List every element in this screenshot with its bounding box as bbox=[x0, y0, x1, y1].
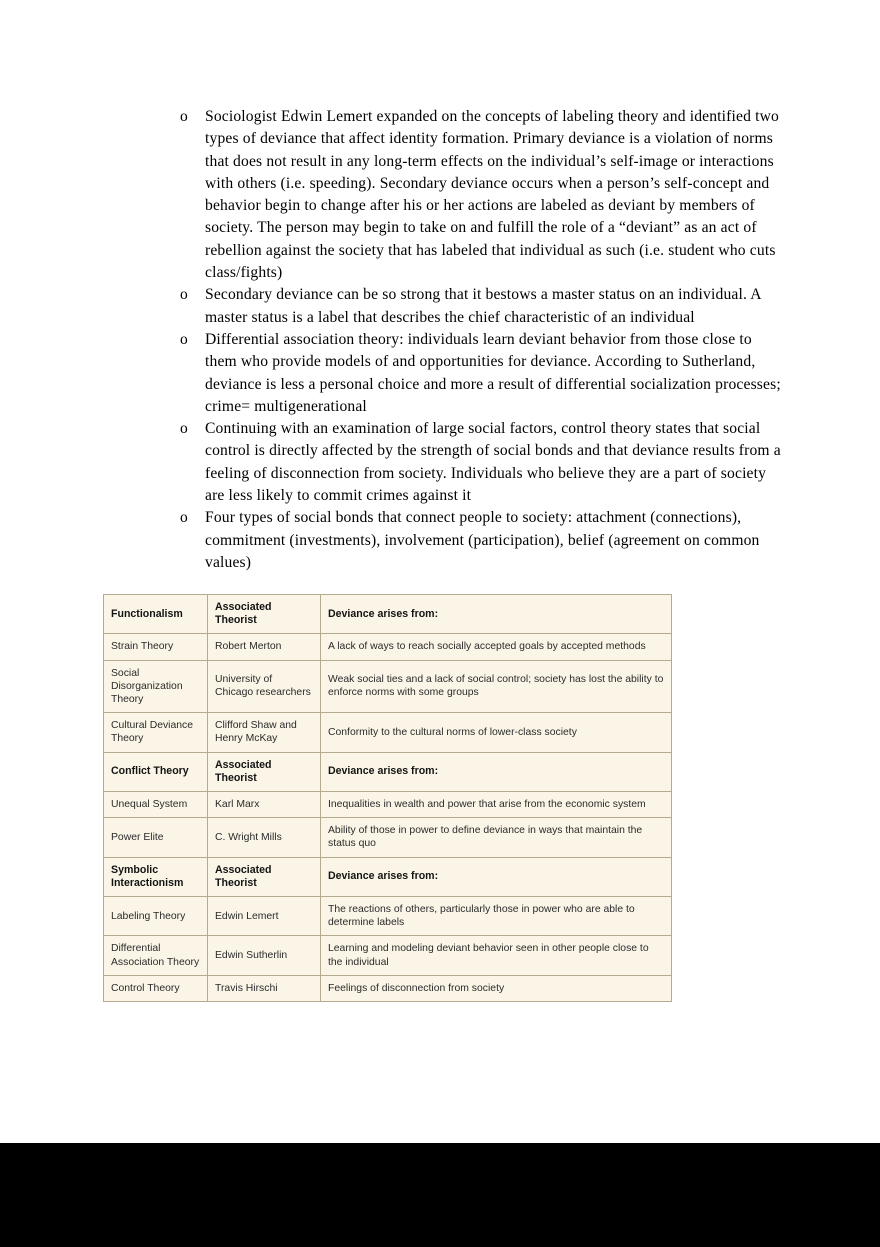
table-row bbox=[104, 975, 672, 1001]
theory-name-cell: Conflict Theory bbox=[104, 752, 208, 791]
deviance-source-cell: Learning and modeling deviant behavior seen in other people close to the individual bbox=[321, 936, 672, 975]
deviance-source-cell: Deviance arises from: bbox=[321, 595, 672, 634]
table-section-header-row bbox=[104, 752, 672, 791]
table-row bbox=[104, 660, 672, 713]
associated-theorist-cell: Associated Theorist bbox=[208, 857, 321, 896]
bullet-item bbox=[178, 329, 784, 418]
associated-theorist-cell: C. Wright Mills bbox=[208, 818, 321, 857]
notes-bullet-list bbox=[178, 106, 784, 574]
table-row bbox=[104, 634, 672, 660]
associated-theorist-cell: Associated Theorist bbox=[208, 752, 321, 791]
deviance-theory-table bbox=[103, 594, 672, 1002]
deviance-source-cell: Weak social ties and a lack of social control; society has lost the ability to enforce norms with some groups bbox=[321, 660, 672, 713]
table-section-header-row bbox=[104, 595, 672, 634]
bullet-item bbox=[178, 507, 784, 574]
deviance-theory-table-container bbox=[103, 594, 671, 1002]
deviance-source-cell: Deviance arises from: bbox=[321, 752, 672, 791]
deviance-source-cell: Inequalities in wealth and power that arise from the economic system bbox=[321, 792, 672, 818]
bullet-item-text: Secondary deviance can be so strong that it bestows a master status on an individual. A master status is a label that describes the chief characteristic of an individual bbox=[205, 286, 761, 326]
associated-theorist-cell: Edwin Sutherlin bbox=[208, 936, 321, 975]
associated-theorist-cell: Edwin Lemert bbox=[208, 897, 321, 936]
associated-theorist-cell: University of Chicago researchers bbox=[208, 660, 321, 713]
bullet-marker-icon: o bbox=[180, 509, 188, 527]
bullet-marker-icon: o bbox=[180, 330, 188, 348]
bullet-item bbox=[178, 418, 784, 507]
theory-name-cell: Labeling Theory bbox=[104, 897, 208, 936]
theory-name-cell: Control Theory bbox=[104, 975, 208, 1001]
theory-table-body bbox=[104, 595, 672, 1002]
bullet-item-text: Differential association theory: individuals learn deviant behavior from those close to them who provide models of and opportunities for deviance. According to Sutherland, deviance is less a personal choice and more a result of differential socialization processes; crime= multigenerational bbox=[205, 330, 781, 415]
deviance-source-cell: Feelings of disconnection from society bbox=[321, 975, 672, 1001]
deviance-source-cell: The reactions of others, particularly those in power who are able to determine labels bbox=[321, 897, 672, 936]
bullet-item-text: Four types of social bonds that connect people to society: attachment (connections), commitment (investments), involvement (participation), belief (agreement on common values) bbox=[205, 509, 760, 571]
associated-theorist-cell: Travis Hirschi bbox=[208, 975, 321, 1001]
theory-name-cell: Differential Association Theory bbox=[104, 936, 208, 975]
bullet-marker-icon: o bbox=[180, 420, 188, 438]
bullet-marker-icon: o bbox=[180, 108, 188, 125]
deviance-source-cell: A lack of ways to reach socially accepted goals by accepted methods bbox=[321, 634, 672, 660]
theory-name-cell: Functionalism bbox=[104, 595, 208, 634]
associated-theorist-cell: Clifford Shaw and Henry McKay bbox=[208, 713, 321, 752]
table-row bbox=[104, 713, 672, 752]
deviance-source-cell: Ability of those in power to define deviance in ways that maintain the status quo bbox=[321, 818, 672, 857]
bullet-item bbox=[178, 106, 784, 284]
theory-name-cell: Cultural Deviance Theory bbox=[104, 713, 208, 752]
theory-name-cell: Social Disorganization Theory bbox=[104, 660, 208, 713]
table-row bbox=[104, 897, 672, 936]
theory-name-cell: Power Elite bbox=[104, 818, 208, 857]
table-row bbox=[104, 936, 672, 975]
table-section-header-row bbox=[104, 857, 672, 896]
associated-theorist-cell: Robert Merton bbox=[208, 634, 321, 660]
theory-name-cell: Strain Theory bbox=[104, 634, 208, 660]
deviance-source-cell: Conformity to the cultural norms of lower-class society bbox=[321, 713, 672, 752]
associated-theorist-cell: Associated Theorist bbox=[208, 595, 321, 634]
associated-theorist-cell: Karl Marx bbox=[208, 792, 321, 818]
table-row bbox=[104, 818, 672, 857]
bullet-item-text: Sociologist Edwin Lemert expanded on the concepts of labeling theory and identified two types of deviance that affect identity formation. Primary deviance is a violation of norms that does not result in any long-term effects on the individual’s self-image or interactions with others (i.e. speeding). Secondary deviance occurs when a person’s self-concept and behavior begin to change after his or her actions are labeled as deviant by members of society. The person may begin to take on and fulfill the role of a “deviant” as an act of rebellion against the society that has labeled that individual as such (i.e. student who cuts class/fights) bbox=[205, 108, 779, 282]
bullet-marker-icon: o bbox=[180, 286, 188, 304]
bullet-item bbox=[178, 284, 784, 329]
theory-name-cell: Unequal System bbox=[104, 792, 208, 818]
deviance-source-cell: Deviance arises from: bbox=[321, 857, 672, 896]
table-row bbox=[104, 792, 672, 818]
theory-name-cell: Symbolic Interactionism bbox=[104, 857, 208, 896]
page-bottom-black-bar bbox=[0, 1143, 880, 1247]
bullet-item-text: Continuing with an examination of large social factors, control theory states that social control is directly affected by the strength of social bonds and that deviance results from a feeling of disconnection from society. Individuals who believe they are a part of society are less likely to commit crimes against it bbox=[205, 420, 781, 505]
